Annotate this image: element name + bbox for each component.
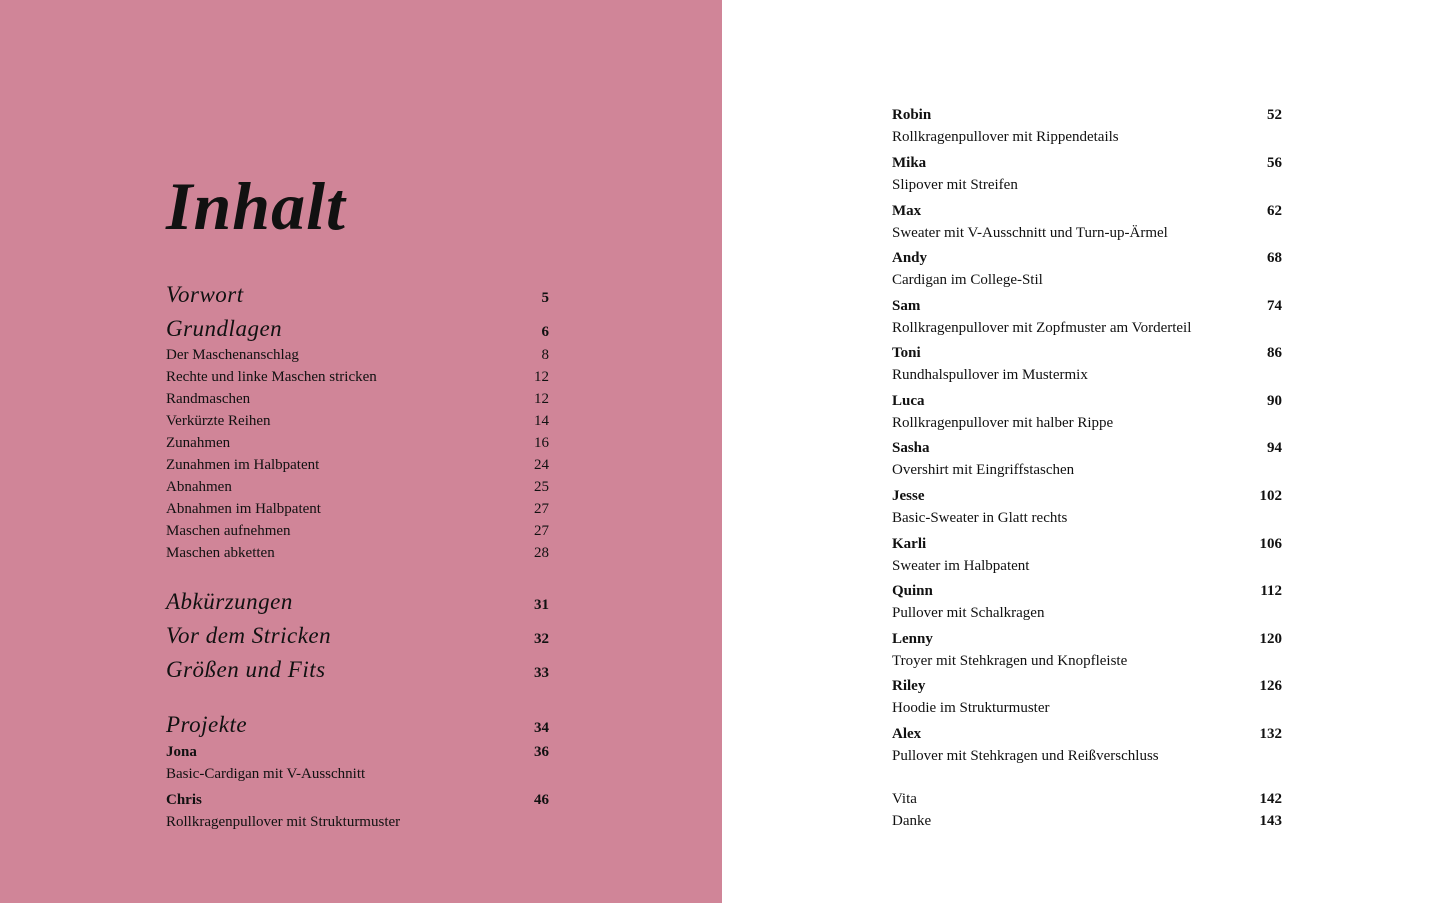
project-page: 74 [1267,298,1282,314]
toc-entry-abkuerzungen[interactable] [166,589,549,615]
toc-entry-vita[interactable] [892,791,1282,808]
project-description: Sweater mit V-Ausschnitt und Turn-up-Ärmel [892,225,1168,241]
section-label: Projekte [166,712,248,737]
extra-page: 143 [1259,813,1282,829]
project-page: 90 [1267,393,1282,409]
toc-subentry[interactable] [166,435,549,452]
project-entry-andy[interactable] [892,250,1282,267]
extra-label: Danke [892,813,932,829]
project-entry-chris[interactable] [166,792,549,809]
project-name: Jesse [892,488,925,504]
project-description: Hoodie im Strukturmuster [892,700,1050,716]
project-name: Sam [892,298,921,314]
section-label: Abkürzungen [166,589,293,614]
subentry-label: Abnahmen im Halbpatent [166,501,321,517]
project-name: Mika [892,155,927,171]
project-page: 112 [1260,583,1282,599]
toc-entry-vorwort[interactable] [166,282,549,308]
toc-subentry[interactable] [166,457,549,474]
extra-page: 142 [1259,791,1282,807]
subentry-label: Maschen abketten [166,545,275,561]
project-description: Rollkragenpullover mit halber Rippe [892,415,1114,431]
project-name: Jona [166,744,197,760]
toc-subentry[interactable] [166,369,549,386]
project-entry-jona[interactable] [166,744,549,761]
project-description: Sweater im Halbpatent [892,558,1030,574]
toc-entry-vor-dem-stricken[interactable] [166,623,549,649]
project-entry-sam[interactable] [892,298,1282,315]
project-name: Riley [892,678,926,694]
subentry-page: 27 [534,501,549,517]
subentry-page: 25 [534,479,549,495]
project-description: Cardigan im College-Stil [892,272,1043,288]
toc-entry-groessen-und-fits[interactable] [166,657,549,683]
project-entry-lenny[interactable] [892,631,1282,648]
project-page: 120 [1259,631,1282,647]
project-description: Basic-Sweater in Glatt rechts [892,510,1068,526]
subentry-label: Verkürzte Reihen [166,413,271,429]
toc-subentry[interactable] [166,523,549,540]
project-name: Toni [892,345,921,361]
subentry-page: 12 [534,391,549,407]
section-page: 5 [541,290,549,306]
toc-entry-projekte[interactable] [166,712,549,738]
project-page: 56 [1267,155,1282,171]
subentry-page: 27 [534,523,549,539]
section-label: Vor dem Stricken [166,623,332,648]
subentry-label: Randmaschen [166,391,251,407]
section-label: Vorwort [166,282,244,307]
subentry-label: Abnahmen [166,479,232,495]
project-page: 86 [1267,345,1282,361]
toc-subentry[interactable] [166,391,549,408]
project-entry-quinn[interactable] [892,583,1282,600]
subentry-label: Rechte und linke Maschen stricken [166,369,377,385]
project-entry-max[interactable] [892,203,1282,220]
project-page: 62 [1267,203,1282,219]
project-page: 102 [1259,488,1282,504]
project-description: Rollkragenpullover mit Zopfmuster am Vorderteil [892,320,1192,336]
subentry-page: 12 [534,369,549,385]
section-label: Größen und Fits [166,657,326,682]
project-name: Lenny [892,631,933,647]
project-name: Luca [892,393,925,409]
project-name: Chris [166,792,202,808]
subentry-page: 14 [534,413,549,429]
project-name: Karli [892,536,927,552]
project-description: Pullover mit Stehkragen und Reißverschluss [892,748,1159,764]
toc-entry-danke[interactable] [892,813,1282,830]
toc-subentry[interactable] [166,479,549,496]
project-name: Sasha [892,440,930,456]
section-page: 33 [534,665,549,681]
subentry-page: 28 [534,545,549,561]
section-page: 6 [541,324,549,340]
section-page: 31 [534,597,549,613]
project-page: 52 [1267,107,1282,123]
project-name: Andy [892,250,928,266]
project-description: Pullover mit Schalkragen [892,605,1045,621]
project-description: Rollkragenpullover mit Rippendetails [892,129,1119,145]
subentry-label: Zunahmen [166,435,231,451]
project-entry-luca[interactable] [892,393,1282,410]
project-page: 46 [534,792,549,808]
project-description: Rollkragenpullover mit Strukturmuster [166,814,401,830]
project-description: Overshirt mit Eingriffstaschen [892,462,1075,478]
project-description: Rundhalspullover im Mustermix [892,367,1088,383]
subentry-label: Der Maschenanschlag [166,347,299,363]
project-description: Slipover mit Streifen [892,177,1018,193]
project-description: Troyer mit Stehkragen und Knopfleiste [892,653,1128,669]
toc-entry-grundlagen[interactable] [166,316,549,342]
toc-subentry[interactable] [166,545,549,562]
project-entry-riley[interactable] [892,678,1282,695]
subentry-label: Maschen aufnehmen [166,523,291,539]
section-page: 34 [534,720,549,736]
project-page: 68 [1267,250,1282,266]
project-entry-mika[interactable] [892,155,1282,172]
toc-subentry[interactable] [166,413,549,430]
toc-subentry[interactable] [166,501,549,518]
project-entry-alex[interactable] [892,726,1282,743]
project-name: Quinn [892,583,933,599]
project-entry-jesse[interactable] [892,488,1282,505]
section-page: 32 [534,631,549,647]
project-description: Basic-Cardigan mit V-Ausschnitt [166,766,366,782]
project-page: 94 [1267,440,1282,456]
project-page: 126 [1259,678,1282,694]
project-name: Max [892,203,922,219]
project-page: 106 [1259,536,1282,552]
project-entry-karli[interactable] [892,536,1282,553]
toc-subentry[interactable] [166,347,549,364]
project-name: Alex [892,726,922,742]
subentry-page: 16 [534,435,549,451]
page-title: Inhalt [166,168,346,244]
project-entry-sasha[interactable] [892,440,1282,457]
subentry-page: 24 [534,457,549,473]
project-page: 36 [534,744,549,760]
subentry-label: Zunahmen im Halbpatent [166,457,320,473]
project-name: Robin [892,107,932,123]
project-entry-robin[interactable] [892,107,1282,124]
section-label: Grundlagen [166,316,283,341]
subentry-page: 8 [541,347,549,363]
project-page: 132 [1259,726,1282,742]
project-entry-toni[interactable] [892,345,1282,362]
extra-label: Vita [892,791,917,807]
